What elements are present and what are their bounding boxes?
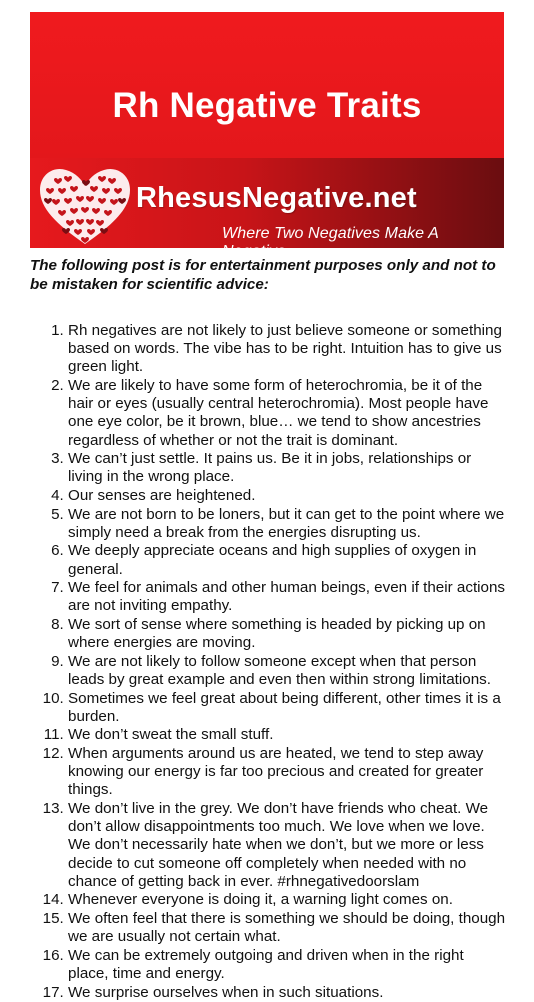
list-item: 13. We don’t live in the grey. We don’t have friends who cheat. We don’t allow disappointments too much. We love when we love. We don’t necessarily hate when we don’t, but we more or less decide to cut someone off completely when needed with no chance of getting back in ever. #rhnegativedoorslam <box>68 800 508 891</box>
list-item: 12. When arguments around us are heated, we tend to step away knowing our energy is far too precious and created for greater things. <box>68 745 508 800</box>
list-item: 11. We don’t sweat the small stuff. <box>68 726 508 744</box>
list-item: 14. Whenever everyone is doing it, a warning light comes on. <box>68 891 508 909</box>
list-item: 3. We can’t just settle. It pains us. Be it in jobs, relationships or living in the wrong place. <box>68 450 508 486</box>
brand-tagline: Where Two Negatives Make A Negative <box>222 225 439 260</box>
list-item: 6. We deeply appreciate oceans and high supplies of oxygen in general. <box>68 542 508 578</box>
banner-title: Rh Negative Traits <box>112 86 422 125</box>
list-item: 4. Our senses are heightened. <box>68 487 508 505</box>
list-item: 16. We can be extremely outgoing and driven when in the right place, time and energy. <box>68 947 508 983</box>
list-item: 1. Rh negatives are not likely to just believe someone or something based on words. The vibe has to be right. Intuition has to give us green light. <box>68 322 508 377</box>
list-item: 7. We feel for animals and other human beings, even if their actions are not inviting empathy. <box>68 579 508 615</box>
list-item: 2. We are likely to have some form of heterochromia, be it of the hair or eyes (usually central heterochromia). Most people have one eye color, be it brown, blue… we tend to show ancestries regardless of whether or not the trait is dominant. <box>68 377 508 450</box>
header-banner <box>30 12 504 260</box>
list-item: 8. We sort of sense where something is headed by picking up on where energies are moving. <box>68 616 508 652</box>
traits-list <box>30 322 508 1002</box>
hearts-cluster-icon <box>36 162 134 250</box>
list-item: 9. We are not likely to follow someone except when that person leads by great example and even then within strong limitations. <box>68 653 508 689</box>
list-item: 17. We surprise ourselves when in such situations. <box>68 984 508 1002</box>
list-item: 10. Sometimes we feel great about being different, other times it is a burden. <box>68 690 508 726</box>
banner-top <box>30 12 504 158</box>
list-item: 15. We often feel that there is something we should be doing, though we are usually not certain what. <box>68 910 508 946</box>
brand-name: RhesusNegative.net <box>136 182 417 214</box>
list-item: 5. We are not born to be loners, but it can get to the point where we simply need a break from the energies disrupting us. <box>68 506 508 542</box>
disclaimer-text: The following post is for entertainment purposes only and not to be mistaken for scientific advice: <box>30 257 496 293</box>
